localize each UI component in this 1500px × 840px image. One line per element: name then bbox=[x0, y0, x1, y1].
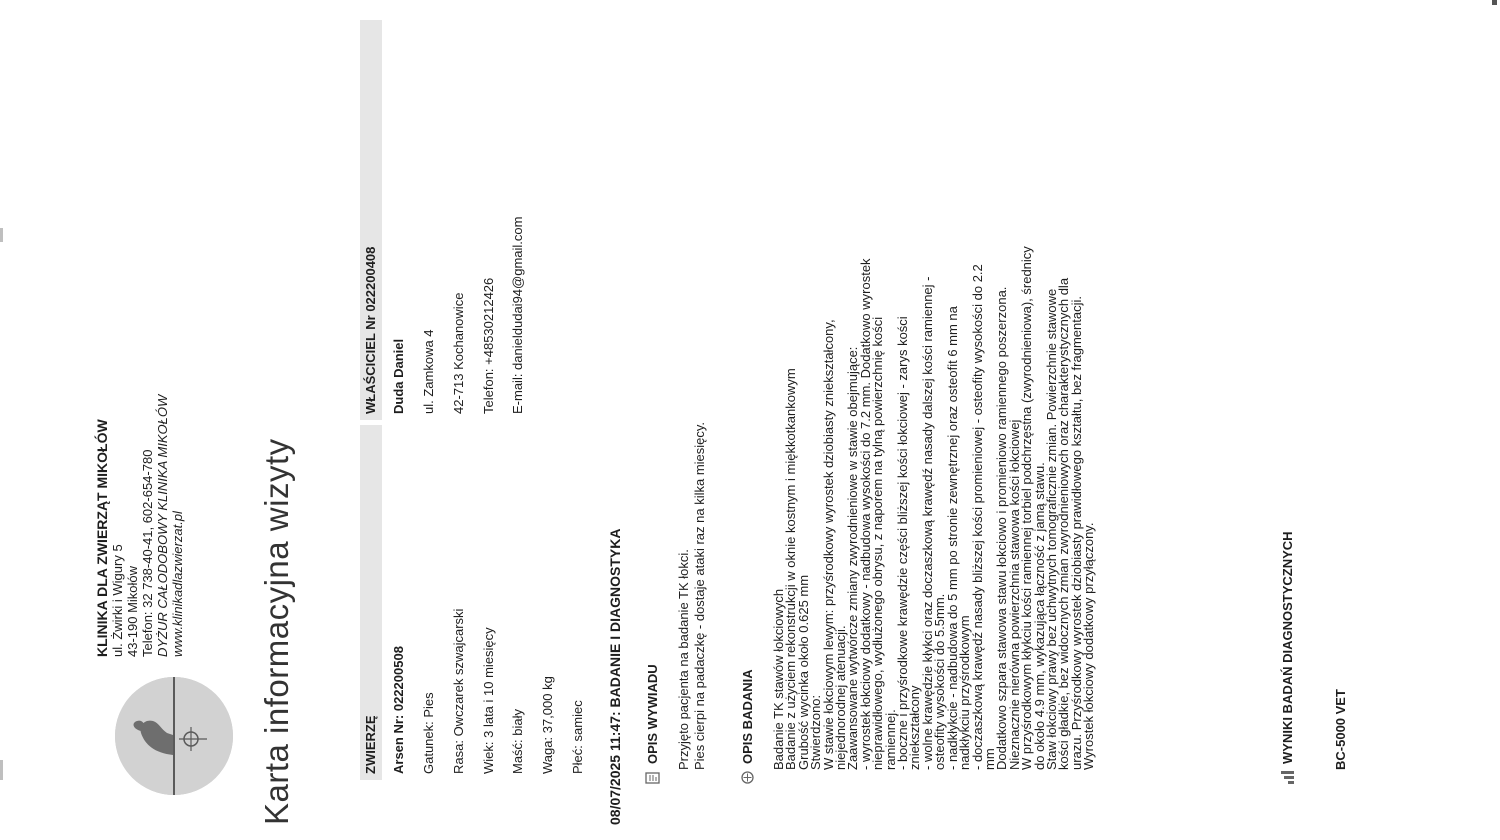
animal-coat: Maść: biały bbox=[510, 708, 525, 774]
owner-name: Duda Daniel bbox=[391, 338, 406, 414]
history-icon bbox=[645, 770, 660, 785]
clinic-name: KLINIKA DLA ZWIERZĄT MIKOŁÓW bbox=[94, 419, 110, 657]
clinic-header bbox=[95, 45, 240, 825]
results-heading bbox=[1280, 531, 1295, 785]
history-text: Przyjęto pacjenta na badanie TK łokci. Pies cierpi na padaczkę - dostaje ataki raz na kilka miesięcy. bbox=[676, 421, 707, 770]
clinic-city: 43-190 Mikołów bbox=[125, 565, 140, 657]
exam-label: OPIS BADANIA bbox=[740, 669, 755, 764]
visit-header: 08/07/2025 11:47: BADANIE I DIAGNOSTYKA bbox=[607, 528, 623, 825]
exam-icon bbox=[740, 770, 755, 785]
clinic-logo-icon bbox=[115, 677, 233, 795]
history-label: OPIS WYWIADU bbox=[645, 664, 660, 764]
owner-street: ul. Zamkowa 4 bbox=[421, 329, 436, 414]
animal-weight: Waga: 37,000 kg bbox=[540, 676, 555, 774]
clinic-logo bbox=[115, 677, 233, 795]
animal-section-bar bbox=[360, 425, 382, 780]
owner-city: 42-713 Kochanowice bbox=[451, 292, 466, 414]
animal-breed: Rasa: Owczarek szwajcarski bbox=[451, 608, 466, 774]
animal-sex: Płeć: samiec bbox=[570, 700, 585, 774]
clinic-info bbox=[95, 57, 185, 657]
results-device: BC-5000 VET bbox=[1333, 689, 1348, 770]
owner-email[interactable]: E-mail: danieldudai94@gmail.com bbox=[510, 216, 525, 414]
owner-phone: Telefon: +48530212426 bbox=[481, 277, 496, 414]
animal-section-label: ZWIERZĘ bbox=[363, 715, 378, 774]
animal-name: Arsen Nr: 022200508 bbox=[391, 646, 406, 774]
exam-text: Badanie TK stawów łokciowych Badanie z użyciem rekonstrukcji w oknie kostnym i miękkotkankowym Grubość wycinka około 0.625 mm Stwierdzono: W stawie łokciowym lewym: przyśrodkowy wyrostek dziobiasty zniekształcony, niejednorodnej atenuacji. Zaawansowane wytwórcze zmiany zwyrodnieniowe w stawie obejmujące: - wyrostek łokciowy dodatkowy - nadbudowa wysokości do 7.2 mm. Dodatkowo wyrostek nieprawidłowego, wydłużonego obrysu, z naporem na tylną powierzchnię kości ramiennej. - boczne i przyśrodkowe krawędzie części bliższej kości łokciowej - zarys kości zniekształcony - wolne krawędzie kłykci oraz doczaszkową krawędź nasady dalszej kości ramiennej - osteofity wysokości do 5.5mm. - nadkłykcie - nadbudowa do 5 mm po stronie zewnętrznej oraz osteofit 6 mm na nadkłykciu przyśrodkowym - doczaszkową krawędź nasady bliższej kości promieniowej - osteofity wysokości do 2.2 mm Dodatkowo szpara stawowa stawu łokciowo i promieniowo ramiennego poszerzona. Nieznacznie nierówna powierzchnia stawowa kości łokciowej W przyśrodkowym kłykciu kości ramiennej torbiel podchrzęstna (zwyrodnieniowa), średnicy do około 4.9 mm, wykazująca łączność z jamą stawu. Staw łokciowy prawy bez uchwytnych tomograficznie zmian. Powierzchnie stawowe kości gładkie, bez widocznych zmian zwyrodnieniowych oraz charakterystycznych dla urazu. Przyśrodkowy wyrostek dziobiasty prawidłowego kształtu, bez fragmentacji. Wyrostek łokciowy dodatkowy przyłączony. bbox=[771, 246, 1097, 770]
clinic-street: ul. Żwirki i Wigury 5 bbox=[110, 544, 125, 657]
results-label: WYNIKI BADAŃ DIAGNOSTYCZNYCH bbox=[1280, 531, 1295, 764]
results-icon bbox=[1280, 770, 1295, 785]
clinic-phone: Telefon: 32 738-40-41, 602-654-780 bbox=[140, 449, 155, 657]
owner-section-bar bbox=[360, 20, 382, 420]
clinic-website[interactable]: www.klinikadlazwierzat.pl bbox=[170, 511, 185, 657]
history-heading bbox=[645, 664, 660, 785]
animal-species: Gatunek: Pies bbox=[421, 692, 436, 774]
document-title: Karta informacyjna wizyty bbox=[258, 438, 295, 825]
owner-section-label: WŁAŚCICIEL Nr 022200408 bbox=[363, 246, 378, 414]
clinic-duty: DYŻUR CAŁODOBOWY KLINIKA MIKOŁÓW bbox=[155, 394, 170, 657]
exam-heading bbox=[740, 669, 755, 785]
animal-age: Wiek: 3 lata i 10 miesięcy bbox=[481, 627, 496, 774]
